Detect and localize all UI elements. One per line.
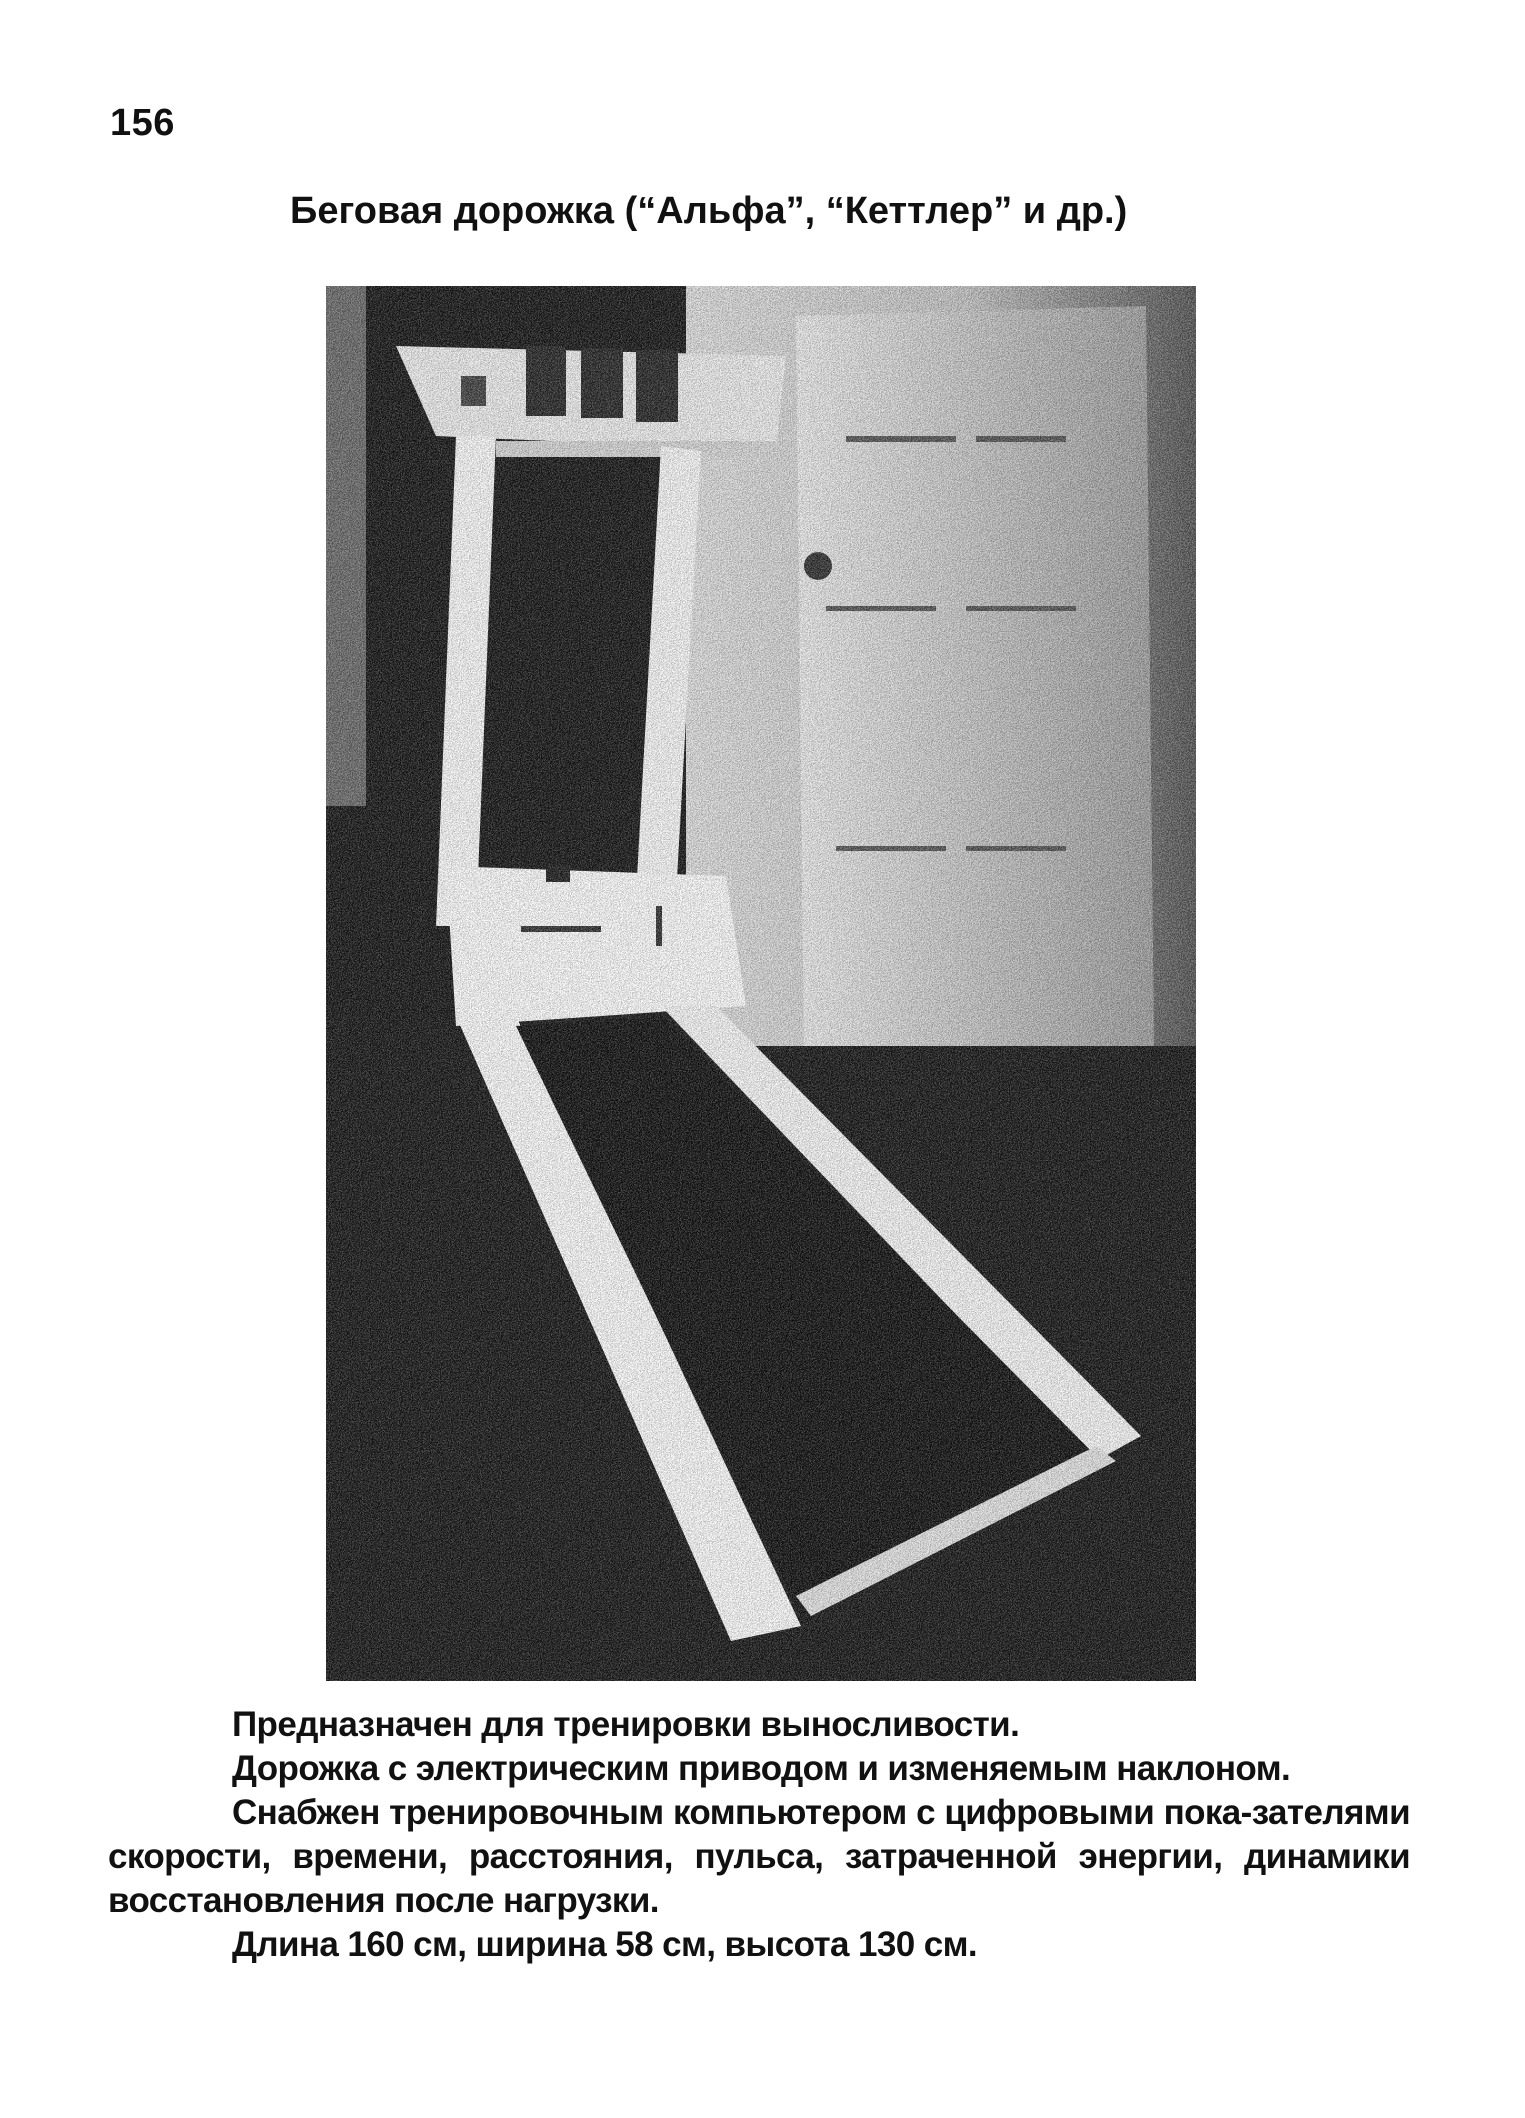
description-paragraph: Снабжен тренировочным компьютером с цифровыми пока-зателями скорости, времени, расстояния, пульса, затраченной энергии, динамики восстановления после нагрузки. bbox=[108, 1793, 1410, 1920]
description bbox=[108, 1703, 1410, 1967]
description-paragraph: Длина 160 см, ширина 58 см, высота 130 см. bbox=[232, 1925, 978, 1964]
description-paragraph: Предназначен для тренировки выносливости. bbox=[232, 1705, 1020, 1744]
treadmill-photo bbox=[326, 286, 1196, 1681]
description-paragraph: Дорожка с электрическим приводом и изменяемым наклоном. bbox=[232, 1749, 1291, 1788]
page-number: 156 bbox=[110, 102, 175, 144]
page-heading: Беговая дорожка (“Альфа”, “Кеттлер” и др.) bbox=[290, 190, 1128, 232]
